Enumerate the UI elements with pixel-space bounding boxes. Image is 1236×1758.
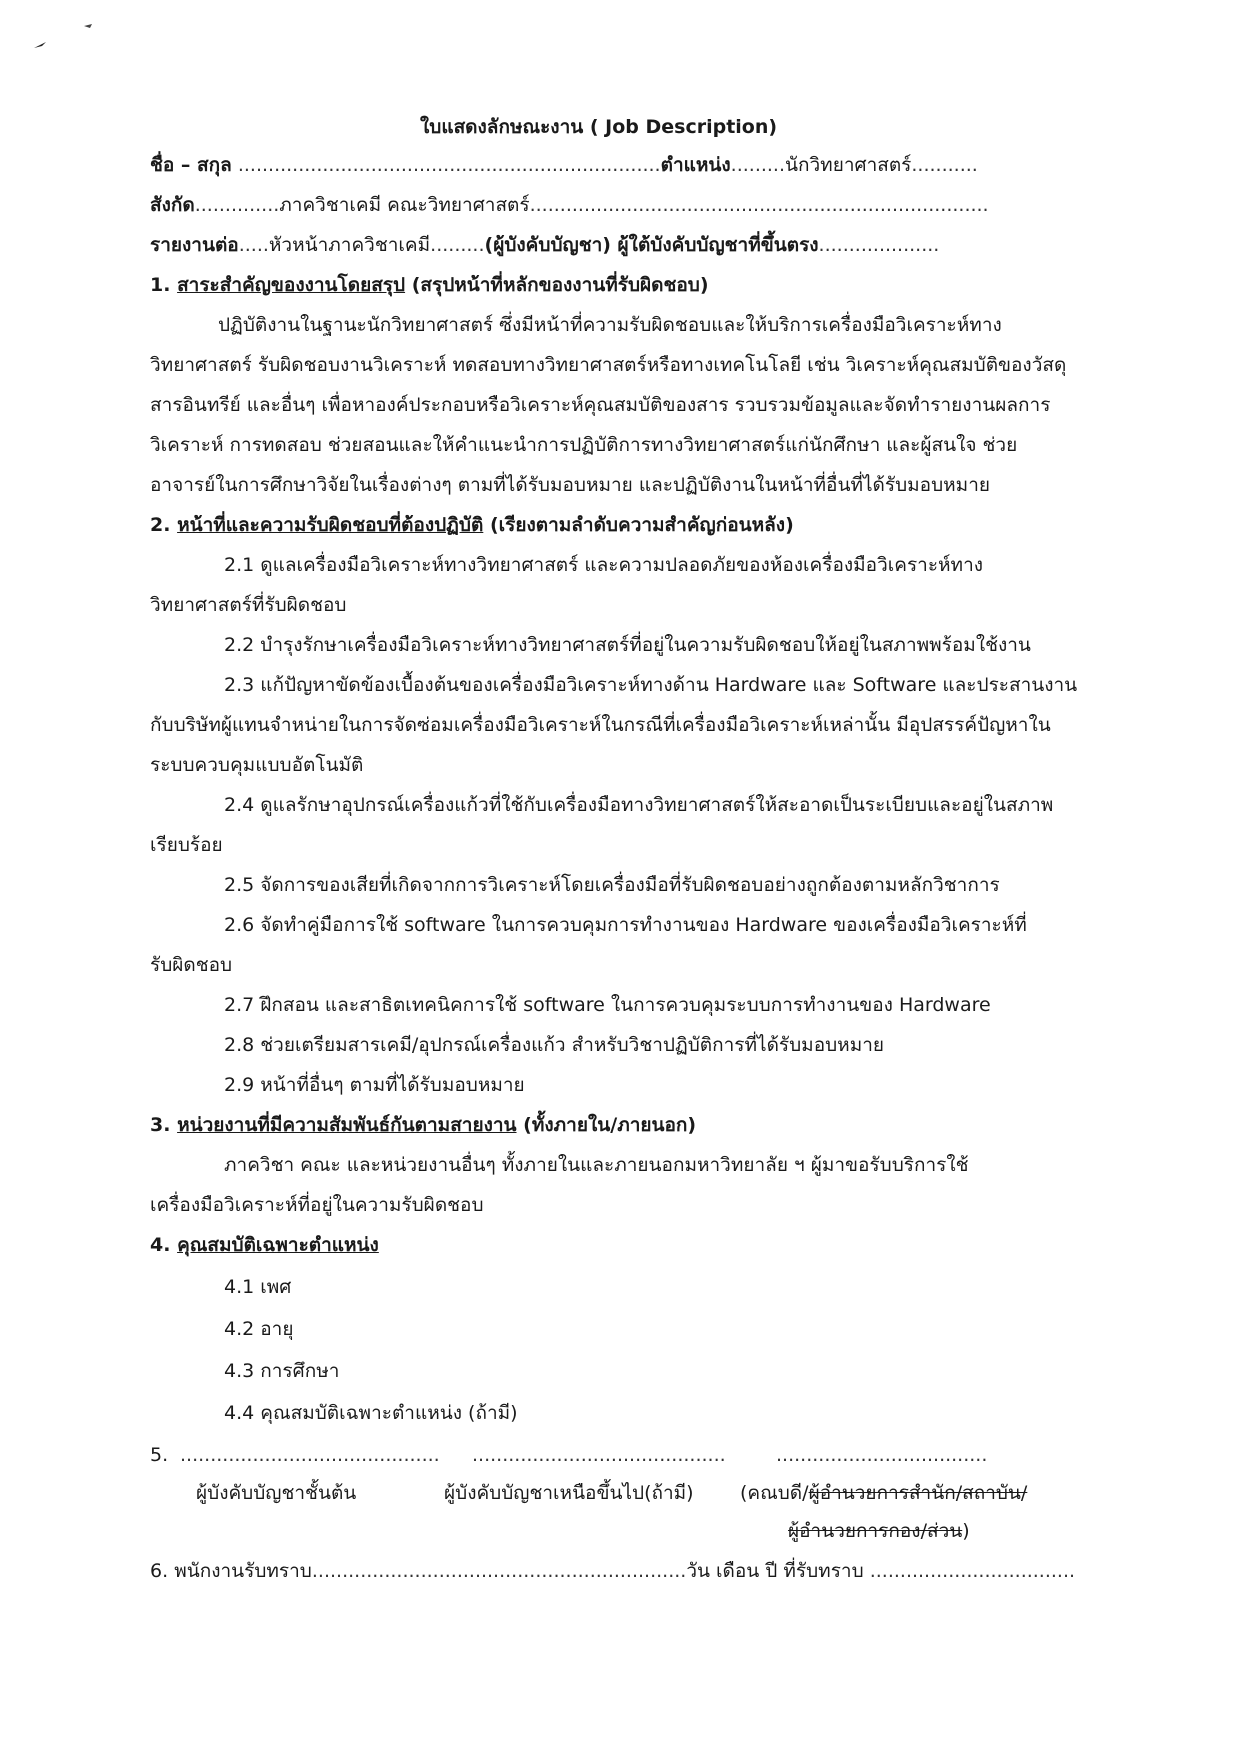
signature-close: ) [962,1520,970,1542]
duty-2-1-cont [150,592,347,618]
signature-title-3 [740,1480,1027,1506]
report-dots-mid: ......... [430,234,485,256]
signature-line-1: ........................................... [180,1444,440,1466]
section3-title: หน่วยงานที่มีความสัมพันธ์กันตามสายงาน [177,1114,517,1136]
text-line: เครื่องมือวิเคราะห์ที่อยู่ในความรับผิดชอบ [150,1194,484,1216]
qualification-item [224,1316,293,1342]
section2-title: หน้าที่และความรับผิดชอบที่ต้องปฏิบัติ [177,514,484,536]
section4-heading [150,1232,379,1258]
text-line: 2.6 จัดทำคู่มือการใช้ software ในการควบคุมการทำงานของ Hardware ของเครื่องมือวิเคราะห์ที่ [224,914,1027,936]
section1-line [150,352,1066,378]
duty-2-1 [224,552,983,578]
section1-line [218,312,1002,338]
text-line: สารอินทรีย์ และอื่นๆ เพื่อหาองค์ประกอบหรือวิเคราะห์คุณสมบัติของสาร รวบรวมข้อมูลและจัดทำรายงานผลการ [150,394,1051,416]
text-line: 2.7 ฝึกสอน และสาธิตเทคนิคการใช้ software ในการควบคุมระบบการทำงานของ Hardware [224,994,991,1016]
qualification-item [224,1274,291,1300]
text-line: 2.4 ดูแลรักษาอุปกรณ์เครื่องแก้วที่ใช้กับเครื่องมือทางวิทยาศาสตร์ให้สะอาดเป็นระเบียบและอยู่ในสภาพ [224,794,1054,816]
name-field: ...................................................................... [237,154,661,176]
section1-subtitle: (สรุปหน้าที่หลักของงานที่รับผิดชอบ) [411,274,709,296]
report-dots-post: .................... [818,234,940,256]
section1-line [150,432,1017,458]
text-line: ปฏิบัติงานในฐานะนักวิทยาศาสตร์ ซึ่งมีหน้าที่ความรับผิดชอบและให้บริการเครื่องมือวิเคราะห์ทาง [218,314,1002,336]
text-line: 4.1 เพศ [224,1276,292,1298]
struck-director-division: ผู้อำนวยการกอง/ส่วน [788,1520,963,1542]
duty-2-2 [224,632,1031,658]
text-line: 4.2 อายุ [224,1318,294,1340]
text-line: ภาควิชา คณะ และหน่วยงานอื่นๆ ทั้งภายในและภายนอกมหาวิทยาลัย ฯ ผู้มาขอรับบริการใช้ [224,1154,969,1176]
text-line: 4.4 คุณสมบัติเฉพาะตำแหน่ง (ถ้ามี) [224,1402,518,1424]
text-line: รับผิดชอบ [150,954,233,976]
affiliation-dots: .............. [194,194,280,216]
text-line: เรียบร้อย [150,834,223,856]
text-line: 2.2 บำรุงรักษาเครื่องมือวิเคราะห์ทางวิทยาศาสตร์ที่อยู่ในความรับผิดชอบให้อยู่ในสภาพพร้อมใช้งาน [224,634,1031,656]
position-value: นักวิทยาศาสตร์ [785,154,912,176]
section3-line [150,1192,484,1218]
section3-subtitle: (ทั้งภายใน/ภายนอก) [523,1114,697,1136]
signature-line-3: ................................... [776,1444,988,1466]
affiliation-value: ภาควิชาเคมี คณะวิทยาศาสตร์ [279,194,530,216]
section6-row [150,1558,1075,1584]
section1-line [150,392,1050,418]
acknowledge-label: พนักงานรับทราบ [174,1560,312,1582]
section1-title: สาระสำคัญของงานโดยสรุป [177,274,406,296]
duty-2-4-cont [150,832,223,858]
acknowledge-date-label: วัน เดือน ปี ที่รับทราบ [686,1560,864,1582]
duty-2-7 [224,992,991,1018]
section4-number: 4. [150,1234,171,1256]
affiliation-label: สังกัด [150,194,195,216]
signature-title-2: ผู้บังคับบัญชาเหนือขึ้นไป(ถ้ามี) [444,1482,694,1504]
duty-2-9 [224,1072,525,1098]
text-line: วิทยาศาสตร์ รับผิดชอบงานวิเคราะห์ ทดสอบทางวิทยาศาสตร์หรือทางเทคโนโลยี เช่น วิเคราะห์คุณสมบัติของวัสดุ [150,354,1067,376]
section6-number: 6. [150,1560,169,1582]
section3-number: 3. [150,1114,171,1136]
section1-heading [150,272,709,298]
signature-dean: (คณบดี/ [740,1482,809,1504]
duty-2-6-cont [150,952,232,978]
text-line: ระบบควบคุมแบบอัตโนมัติ [150,754,364,776]
section5-dots-row [150,1442,168,1468]
signature-title-1: ผู้บังคับบัญชาชั้นต้น [196,1482,357,1504]
signature-title-3-cont [788,1518,970,1544]
name-row [150,152,978,178]
duty-2-3-cont [150,752,363,778]
duty-2-3 [224,672,1077,698]
section3-heading [150,1112,696,1138]
report-dots: ..... [238,234,269,256]
section2-number: 2. [150,514,171,536]
qualification-item [224,1400,518,1426]
section2-heading [150,512,794,538]
qualification-item [224,1358,339,1384]
duty-2-5 [224,872,1000,898]
position-dots: ......... [730,154,786,176]
section1-line [150,472,990,498]
position-label: ตำแหน่ง [660,154,731,176]
duty-2-3-cont [150,712,1051,738]
affiliation-row [150,192,989,218]
duty-2-8 [224,1032,884,1058]
position-dots-post: ........... [911,154,978,176]
acknowledge-date-line: .................................. [869,1560,1076,1582]
document-title: ใบแสดงลักษณะงาน ( Job Description) [420,116,778,138]
text-line: 4.3 การศึกษา [224,1360,340,1382]
duty-2-4 [224,792,1053,818]
text-line: 2.1 ดูแลเครื่องมือวิเคราะห์ทางวิทยาศาสตร์ และความปลอดภัยของห้องเครื่องมือวิเคราะห์ทาง [224,554,984,576]
text-line: 2.5 จัดการของเสียที่เกิดจากการวิเคราะห์โดยเครื่องมือที่รับผิดชอบอย่างถูกต้องตามหลักวิชาการ [224,874,1000,896]
acknowledge-signature-line: .............................................................. [311,1560,687,1582]
duty-2-6 [224,912,1027,938]
text-line: วิเคราะห์ การทดสอบ ช่วยสอนและให้คำแนะนำการปฏิบัติการทางวิทยาศาสตร์แก่นักศึกษา และผู้สนใจ ช่วย [150,434,1018,456]
report-note: (ผู้บังคับบัญชา) ผู้ใต้บังคับบัญชาที่ขึ้นตรง [484,234,819,256]
struck-director-institute: ผู้อำนวยการสำนัก/สถาบัน/ [808,1482,1028,1504]
text-line: อาจารย์ในการศึกษาวิจัยในเรื่องต่างๆ ตามที่ได้รับมอบหมาย และปฏิบัติงานในหน้าที่อื่นที่ได้รับมอบหมาย [150,474,990,496]
text-line: 2.3 แก้ปัญหาขัดข้องเบื้องต้นของเครื่องมือวิเคราะห์ทางด้าน Hardware และ Software และประสานงาน [224,674,1078,696]
text-line: กับบริษัทผู้แทนจำหน่ายในการจัดซ่อมเครื่องมือวิเคราะห์ในกรณีที่เครื่องมือวิเคราะห์เหล่านั้น มีอุปสรรค์ปัญหาใน [150,714,1051,736]
text-line: 2.8 ช่วยเตรียมสารเคมี/อุปกรณ์เครื่องแก้ว สำหรับวิชาปฏิบัติการที่ได้รับมอบหมาย [224,1034,885,1056]
scan-mark [30,18,100,52]
section4-title: คุณสมบัติเฉพาะตำแหน่ง [177,1234,379,1256]
signature-line-2: .......................................... [472,1444,726,1466]
text-line: วิทยาศาสตร์ที่รับผิดชอบ [150,594,347,616]
text-line: 2.9 หน้าที่อื่นๆ ตามที่ได้รับมอบหมาย [224,1074,525,1096]
section3-line [224,1152,969,1178]
report-label: รายงานต่อ [150,234,239,256]
section2-subtitle: (เรียงตามลำดับความสำคัญก่อนหลัง) [489,514,794,536]
report-row [150,232,939,258]
report-value: หัวหน้าภาควิชาเคมี [268,234,431,256]
name-label: ชื่อ – สกุล [150,154,232,176]
section1-number: 1. [150,274,171,296]
section5-number: 5. [150,1444,169,1466]
affiliation-dots-post: ............................................................................ [529,194,989,216]
